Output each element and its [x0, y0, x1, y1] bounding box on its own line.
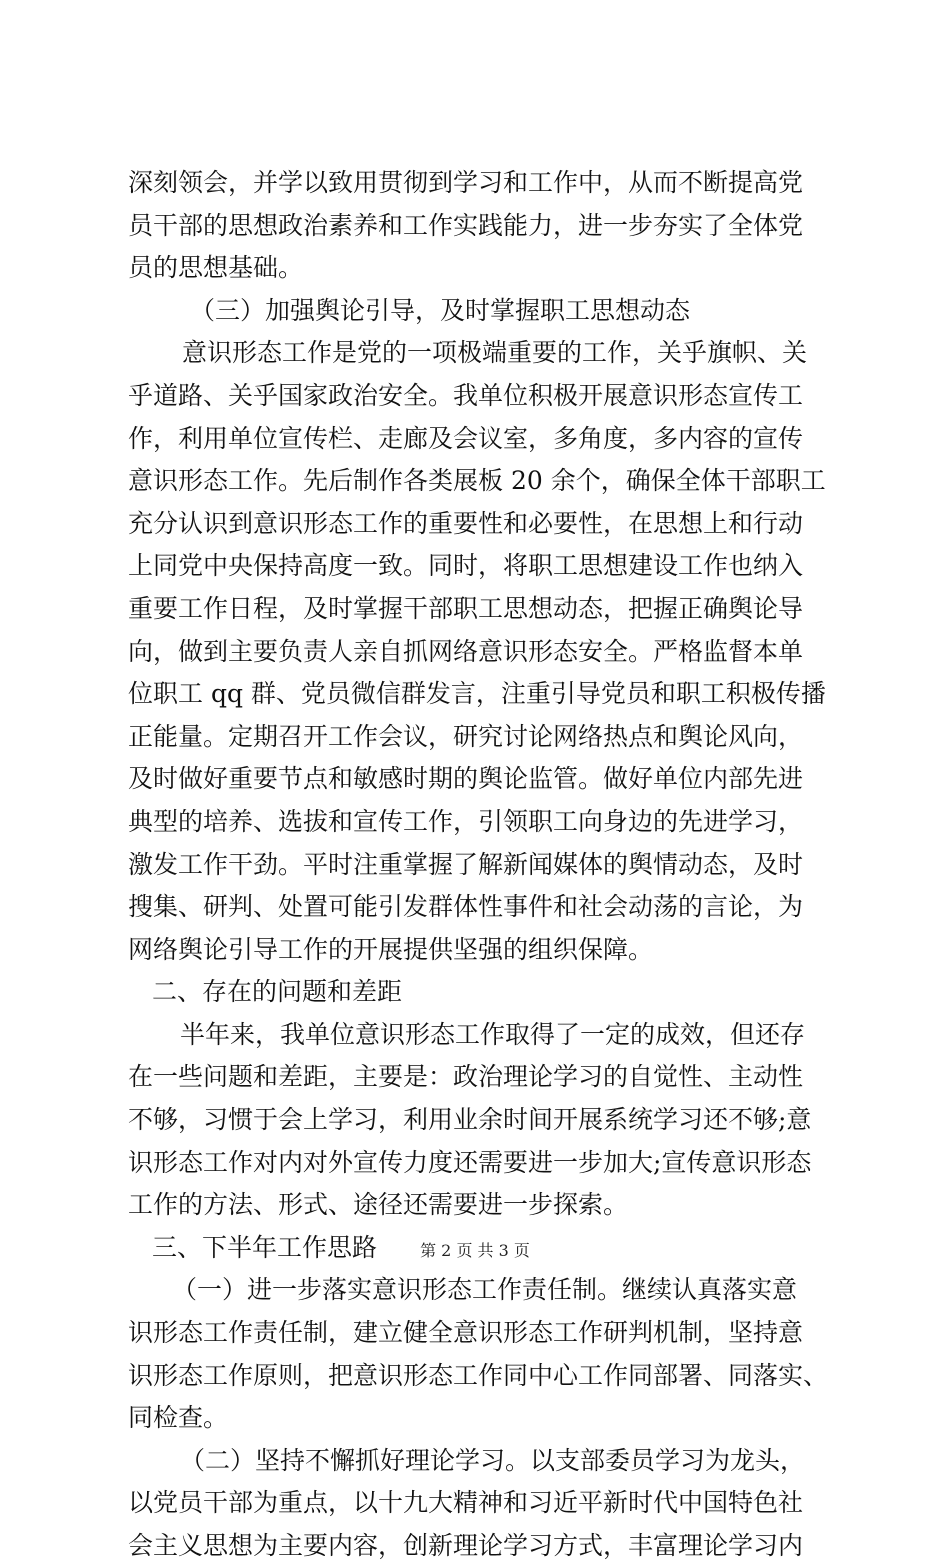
- text-line: 半年来，我单位意识形态工作取得了一定的成效，但还存: [180, 1019, 806, 1049]
- text-line: 员干部的思想政治素养和工作实践能力，进一步夯实了全体党: [128, 210, 804, 240]
- text-line: 意识形态工作是党的一项极端重要的工作，关乎旗帜、关: [182, 338, 808, 368]
- text-line: 向，做到主要负责人亲自抓网络意识形态安全。严格监督本单: [128, 636, 804, 666]
- text-line: 不够，习惯于会上学习，利用业余时间开展系统学习还不够;意: [128, 1105, 812, 1135]
- text-line: 员的思想基础。: [128, 253, 304, 283]
- text-line: 典型的培养、选拔和宣传工作，引领职工向身边的先进学习，: [128, 806, 804, 836]
- text-line: 重要工作日程，及时掌握干部职工思想动态，把握正确舆论导: [128, 593, 804, 623]
- text-line: 意识形态工作。先后制作各类展板 20 余个，确保全体干部职工: [128, 466, 826, 496]
- text-line: 在一些问题和差距，主要是：政治理论学习的自觉性、主动性: [128, 1062, 804, 1092]
- section-heading: 三、下半年工作思路: [152, 1232, 378, 1262]
- section-heading: 二、存在的问题和差距: [152, 977, 403, 1007]
- text-line: 识形态工作原则，把意识形态工作同中心工作同部署、同落实、: [128, 1360, 829, 1390]
- text-line: 正能量。定期召开工作会议，研究讨论网络热点和舆论风向，: [128, 721, 804, 751]
- text-line: 充分认识到意识形态工作的重要性和必要性，在思想上和行动: [128, 508, 804, 538]
- page-footer: 第 2 页 共 3 页: [420, 1241, 530, 1260]
- text-line: 同检查。: [128, 1403, 229, 1433]
- text-line: 工作的方法、形式、途径还需要进一步探索。: [128, 1190, 629, 1220]
- text-line: 乎道路、关乎国家政治安全。我单位积极开展意识形态宣传工: [128, 380, 804, 410]
- text-line: 识形态工作责任制，建立健全意识形态工作研判机制，坚持意: [128, 1318, 804, 1348]
- text-line: （一）进一步落实意识形态工作责任制。继续认真落实意: [172, 1275, 798, 1305]
- text-line: 以党员干部为重点，以十九大精神和习近平新时代中国特色社: [128, 1488, 804, 1518]
- text-line: 识形态工作对内对外宣传力度还需要进一步加大;宣传意识形态: [128, 1147, 812, 1177]
- text-line: （二）坚持不懈抓好理论学习。以支部委员学习为龙头，: [180, 1445, 806, 1475]
- text-line: 搜集、研判、处置可能引发群体性事件和社会动荡的言论，为: [128, 892, 804, 922]
- text-line: 网络舆论引导工作的开展提供坚强的组织保障。: [128, 934, 654, 964]
- text-line: 及时做好重要节点和敏感时期的舆论监管。做好单位内部先进: [128, 764, 804, 794]
- text-line: 作，利用单位宣传栏、走廊及会议室，多角度，多内容的宣传: [128, 423, 804, 453]
- section-heading: （三）加强舆论引导，及时掌握职工思想动态: [190, 295, 691, 325]
- text-line: 会主义思想为主要内容，创新理论学习方式，丰富理论学习内: [128, 1531, 804, 1560]
- text-line: 上同党中央保持高度一致。同时，将职工思想建设工作也纳入: [128, 551, 804, 581]
- text-line: 深刻领会，并学以致用贯彻到学习和工作中，从而不断提高党: [128, 168, 804, 197]
- text-line: 激发工作干劲。平时注重掌握了解新闻媒体的舆情动态，及时: [128, 849, 804, 879]
- document-body: [128, 162, 828, 1568]
- text-line: 位职工 qq 群、党员微信群发言，注重引导党员和职工积极传播: [128, 679, 826, 709]
